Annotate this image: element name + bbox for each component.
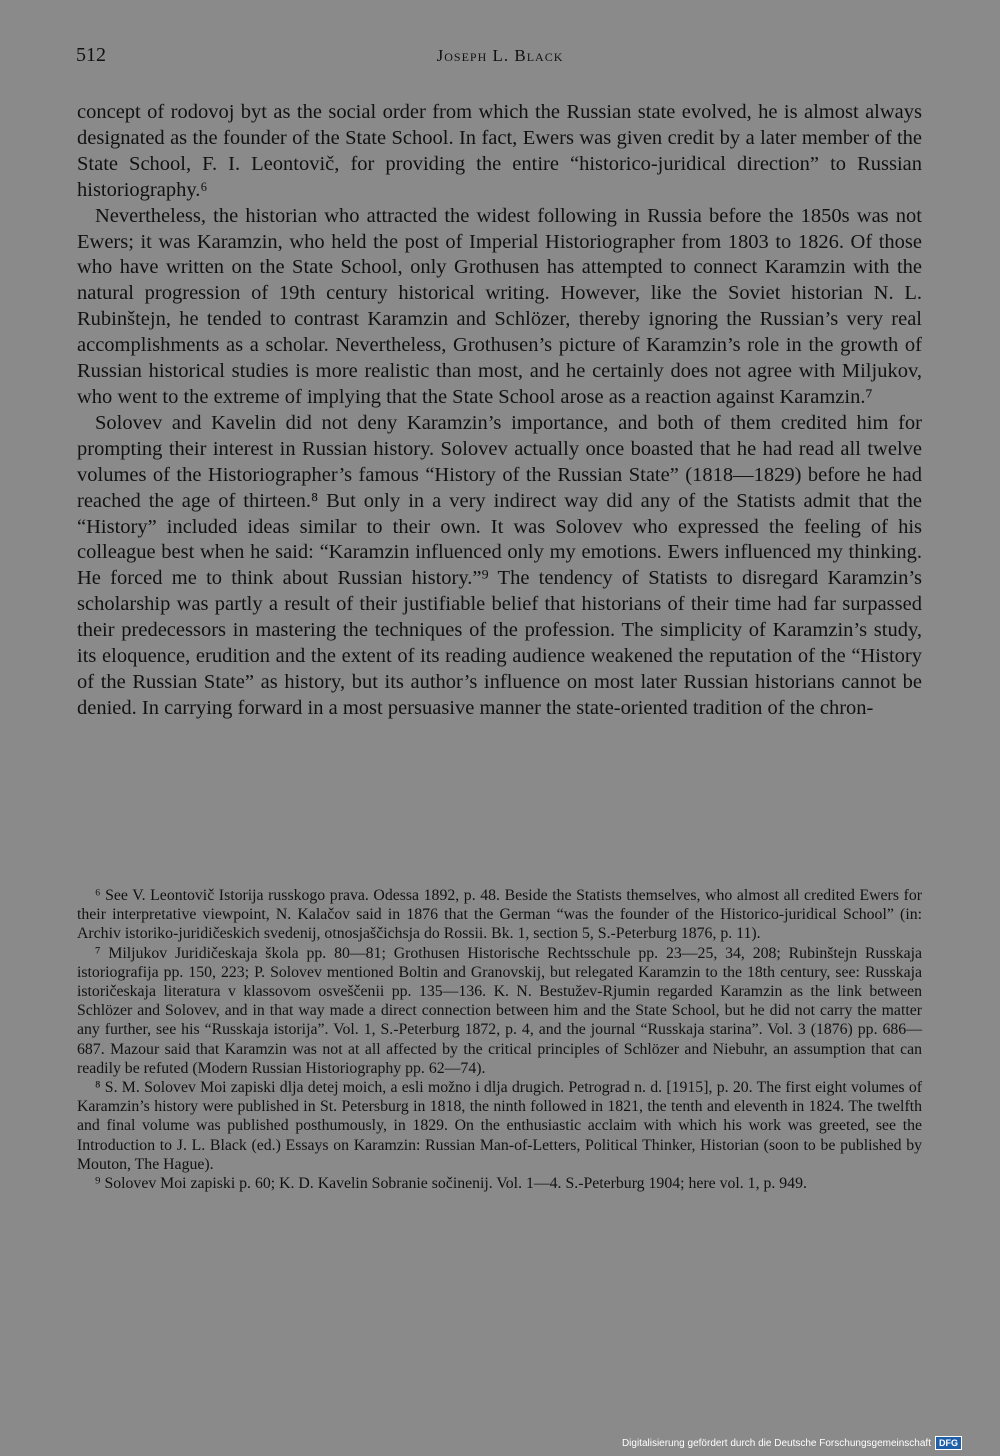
dfg-logo-icon: DFG: [935, 1436, 962, 1450]
digitization-credit: [622, 1436, 962, 1450]
body-text: [77, 100, 922, 722]
credit-text: Digitalisierung gefördert durch die Deutsche Forschungsgemeinschaft: [621, 1437, 931, 1449]
footnote-7: ⁷ Miljukov Juridičeskaja škola pp. 80—81; Grothusen Historische Rechtsschule pp. 23—25, 34, 208; Rubinštejn Russkaja istoriografija pp. 150, 223; P. Solovev mentioned Boltin and Granovskij, but relegated Karamzin to the 18th century, see: Russkaja istoričeskaja literatura v klassovom osveščenii pp. 135—136. K. N. Bestužev-Rjumin regarded Karamzin as the link between Schlözer and Solovev, and in that way made a direct connection between him and the State School, but he did not carry the matter any further, see his “Russkaja istorija”. Vol. 1, S.-Peterburg 1872, p. 4, and the journal “Russkaja starina”. Vol. 3 (1876) pp. 686—687. Mazour said that Karamzin was not at all affected by the critical principles of Schlözer and Niebuhr, an assumption that can readily be refuted (Modern Russian Historiography pp. 62—74).: [77, 944, 922, 1077]
footnote-6: ⁶ See V. Leontovič Istorija russkogo prava. Odessa 1892, p. 48. Beside the Statists themselves, who almost all credited Ewers for their interpretative viewpoint, N. Kalačov said in 1876 that the German “was the founder of the Historico-juridical School” (in: Archiv istoriko-juridičeskich svedenij, otnosjaščichsja do Rossii. Bk. 1, section 5, S.-Peterburg 1876, p. 11).: [77, 887, 922, 943]
page-number: 512: [76, 44, 106, 66]
paragraph: Nevertheless, the historian who attracted the widest following in Russia before the 1850s was not Ewers; it was Karamzin, who held the post of Imperial Historiographer from 1803 to 1826. Of those who have written on the State School, only Grothusen has attempted to connect Karamzin with the natural progression of 19th century historical writing. However, like the Soviet historian N. L. Rubinštejn, he tended to contrast Karamzin and Schlözer, thereby ignoring the Russian’s very real accomplishments as a scholar. Nevertheless, Grothusen’s picture of Karamzin’s role in the growth of Russian historical studies is more realistic than most, and he certainly does not agree with Miljukov, who went to the extreme of implying that the State School arose as a reaction against Karamzin.⁷: [77, 204, 922, 408]
footnote-9: ⁹ Solovev Moi zapiski p. 60; K. D. Kavelin Sobranie sočinenij. Vol. 1—4. S.-Peterburg 1904; here vol. 1, p. 949.: [95, 1175, 807, 1193]
paragraph: concept of rodovoj byt as the social order from which the Russian state evolved, he is almost always designated as the founder of the State School. In fact, Ewers was given credit by a later member of the State School, F. I. Leontovič, for providing the entire “historico-juridical direction” to Russian historiography.⁶: [77, 101, 922, 201]
running-head: Joseph L. Black: [436, 46, 564, 65]
paragraph: Solovev and Kavelin did not deny Karamzin’s importance, and both of them credited him for prompting their interest in Russian history. Solovev actually once boasted that he had read all twelve volumes of the Historiographer’s famous “History of the Russian State” (1818—1829) before he had reached the age of thirteen.⁸ But only in a very indirect way did any of the Statists admit that the “History” included ideas similar to their own. It was Solovev who expressed the feeling of his colleague best when he said: “Karamzin influenced only my emotions. Ewers influenced my thinking. He forced me to think about Russian history.”⁹ The tendency of Statists to disregard Karamzin’s scholarship was partly a result of their justifiable belief that historians of their time had far surpassed their predecessors in mastering the techniques of the profession. The simplicity of Karamzin’s study, its eloquence, erudition and the extent of its reading audience weakened the reputation of the “History of the Russian State” as history, but its author’s influence on most later Russian historians cannot be denied. In carrying forward in a most persuasive manner the state-oriented tradition of the chron-: [77, 411, 922, 719]
footnotes: [77, 886, 922, 1193]
footnote-8: ⁸ S. M. Solovev Moi zapiski dlja detej moich, a esli možno i dlja drugich. Petrograd n. d. [1915], p. 20. The first eight volumes of Karamzin’s history were published in St. Petersburg in 1818, the ninth followed in 1821, the tenth and eleventh in 1824. The twelfth and final volume was published posthumously, in 1829. On the enthusiastic acclaim with which his work was greeted, see the Introduction to J. L. Black (ed.) Essays on Karamzin: Russian Man-of-Letters, Political Thinker, Historian (soon to be published by Mouton, The Hague).: [77, 1079, 922, 1173]
